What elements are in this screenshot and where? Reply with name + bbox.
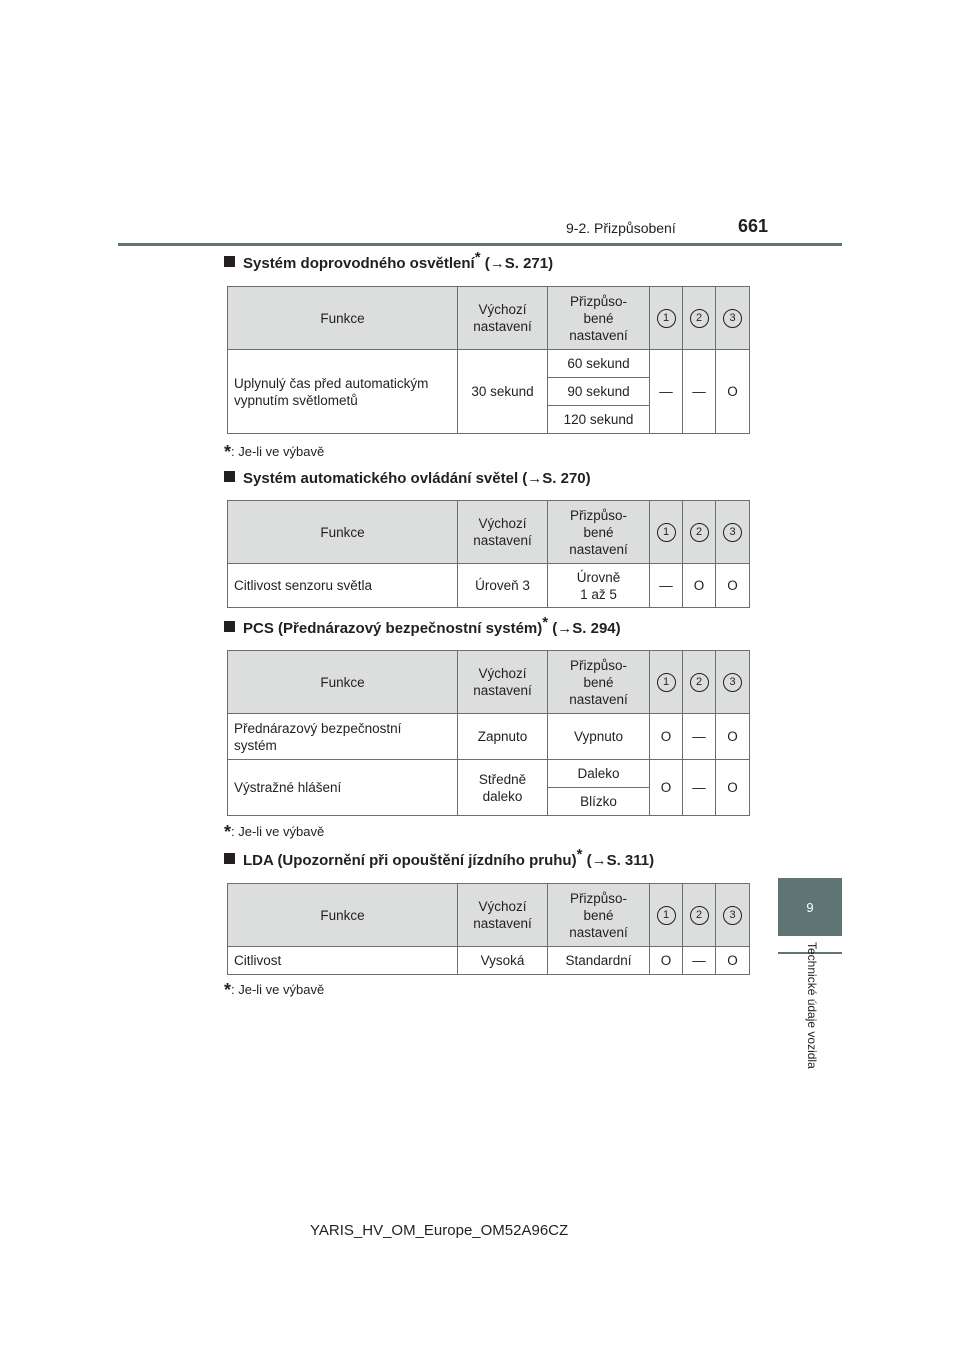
col-mode-2: 2 [683, 501, 716, 564]
mode-2-cell: — [683, 760, 716, 816]
footnote-star: * [576, 846, 583, 863]
mode-1-cell: — [650, 350, 683, 434]
bullet-square-icon [224, 256, 235, 267]
custom-cell: Úrovně 1 až 5 [548, 564, 650, 608]
mode-2-cell: — [683, 350, 716, 434]
col-default: Výchozí nastavení [458, 287, 548, 350]
col-mode-1: 1 [650, 651, 683, 714]
col-custom: Přizpůso- bené nastavení [548, 884, 650, 947]
col-mode-1: 1 [650, 501, 683, 564]
footnote: *: Je-li ve výbavě [224, 442, 325, 462]
function-cell: Přednárazový bezpečnostní systém [228, 714, 458, 760]
footnote: *: Je-li ve výbavě [224, 980, 325, 1000]
col-function: Funkce [228, 501, 458, 564]
default-cell: Středně daleko [458, 760, 548, 816]
col-mode-3: 3 [716, 287, 750, 350]
option-cell: Blízko [548, 788, 650, 816]
col-custom: Přizpůso- bené nastavení [548, 651, 650, 714]
mode-2-cell: — [683, 714, 716, 760]
col-mode-3: 3 [716, 651, 750, 714]
default-cell: Zapnuto [458, 714, 548, 760]
col-custom: Přizpůso- bené nastavení [548, 501, 650, 564]
mode-3-cell: O [716, 564, 750, 608]
function-cell: Uplynulý čas před automatickým vypnutím světlometů [228, 350, 458, 434]
header-rule [118, 243, 842, 246]
page-number: 661 [738, 216, 769, 236]
chapter-tab [778, 878, 842, 936]
col-default: Výchozí nastavení [458, 501, 548, 564]
section-heading: Systém doprovodného osvětlení* (→S. 271) [224, 255, 553, 272]
mode-1-cell: O [650, 947, 683, 975]
col-function: Funkce [228, 884, 458, 947]
col-mode-1: 1 [650, 287, 683, 350]
col-mode-3: 3 [716, 501, 750, 564]
col-mode-2: 2 [683, 651, 716, 714]
mode-3-cell: O [716, 714, 750, 760]
settings-table [227, 500, 750, 608]
option-cell: Daleko [548, 760, 650, 788]
col-function: Funkce [228, 287, 458, 350]
col-mode-2: 2 [683, 287, 716, 350]
section-heading: PCS (Přednárazový bezpečnostní systém)* (→S. 294) [224, 620, 621, 637]
col-mode-1: 1 [650, 884, 683, 947]
col-default: Výchozí nastavení [458, 884, 548, 947]
footnote-star: * [474, 249, 481, 266]
bullet-square-icon [224, 621, 235, 632]
bullet-square-icon [224, 853, 235, 864]
mode-3-cell: O [716, 947, 750, 975]
mode-1-cell: — [650, 564, 683, 608]
function-cell: Citlivost [228, 947, 458, 975]
mode-1-cell: O [650, 714, 683, 760]
col-mode-3: 3 [716, 884, 750, 947]
custom-cell: Standardní [548, 947, 650, 975]
col-function: Funkce [228, 651, 458, 714]
option-cell: 120 sekund [548, 406, 650, 434]
col-default: Výchozí nastavení [458, 651, 548, 714]
default-cell: Úroveň 3 [458, 564, 548, 608]
footnote-star: * [542, 614, 549, 631]
settings-table [227, 883, 750, 975]
function-cell: Výstražné hlášení [228, 760, 458, 816]
option-cell: 90 sekund [548, 378, 650, 406]
custom-cell: Vypnuto [548, 714, 650, 760]
bullet-square-icon [224, 471, 235, 482]
mode-3-cell: O [716, 760, 750, 816]
option-cell: 60 sekund [548, 350, 650, 378]
chapter-number: 9 [806, 899, 814, 915]
mode-2-cell: O [683, 564, 716, 608]
section-heading: LDA (Upozornění při opouštění jízdního pruhu)* (→S. 311) [224, 852, 654, 869]
default-cell: 30 sekund [458, 350, 548, 434]
mode-2-cell: — [683, 947, 716, 975]
default-cell: Vysoká [458, 947, 548, 975]
function-cell: Citlivost senzoru světla [228, 564, 458, 608]
chapter-title: Technické údaje vozidla [805, 942, 819, 1069]
document-code: YARIS_HV_OM_Europe_OM52A96CZ [310, 1222, 569, 1239]
col-mode-2: 2 [683, 884, 716, 947]
col-custom: Přizpůso- bené nastavení [548, 287, 650, 350]
section-heading: Systém automatického ovládání světel (→S. 270) [224, 470, 591, 487]
mode-3-cell: O [716, 350, 750, 434]
footnote: *: Je-li ve výbavě [224, 822, 325, 842]
section-title: 9-2. Přizpůsobení [566, 220, 676, 236]
mode-1-cell: O [650, 760, 683, 816]
settings-table [227, 286, 750, 434]
settings-table [227, 650, 750, 816]
